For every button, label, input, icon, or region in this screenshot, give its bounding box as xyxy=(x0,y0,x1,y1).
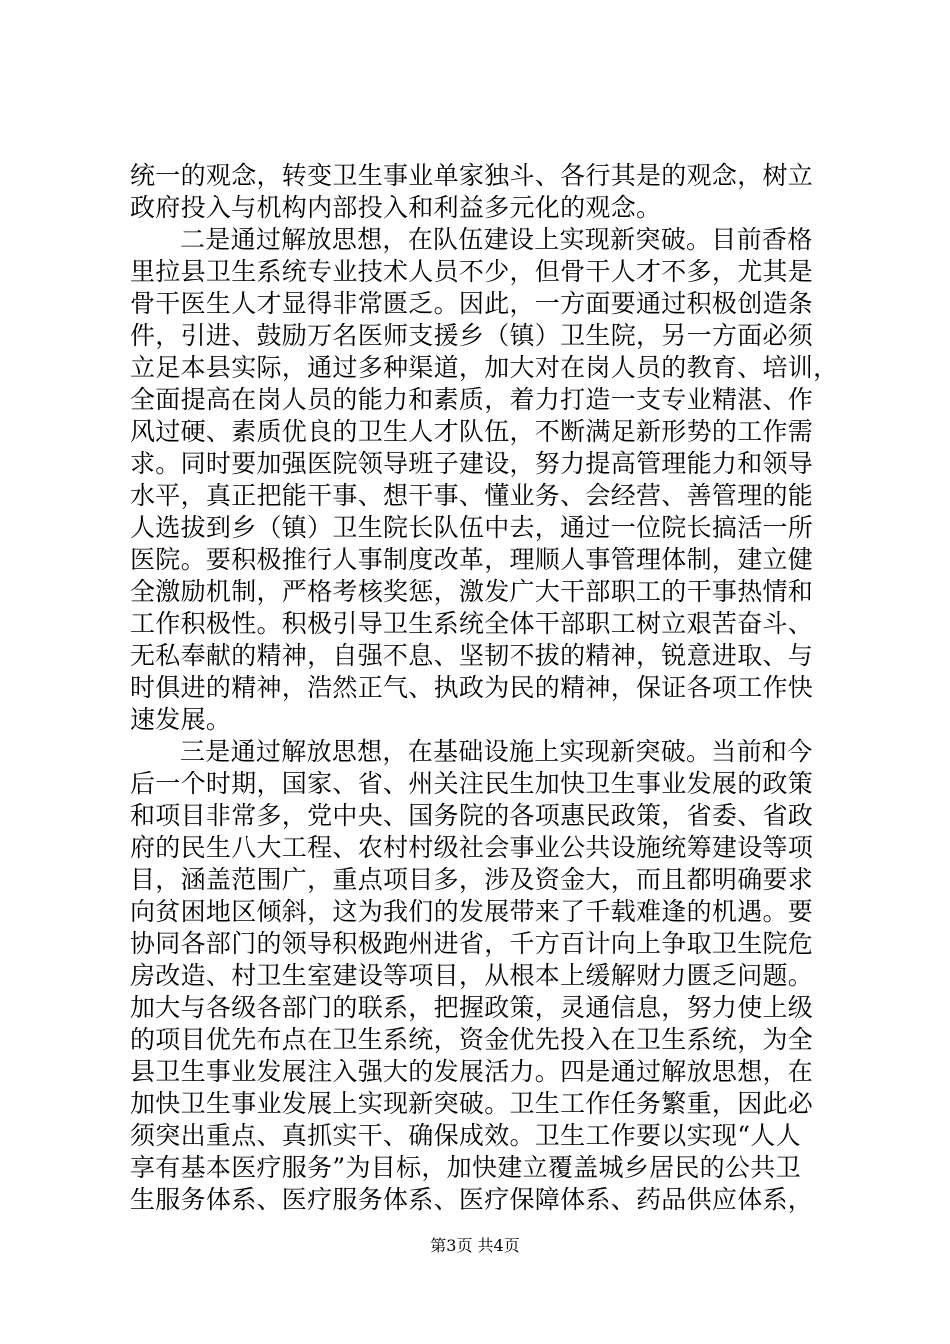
text-line-25: 协同各部门的领导积极跑州进省，千方百计向上争取卫生院危 xyxy=(130,929,814,958)
text-line-6: 件，引进、鼓励万名医师支援乡（镇）卫生院，另一方面必须 xyxy=(130,321,814,350)
text-line-18: 速发展。 xyxy=(130,705,232,734)
text-line-5: 骨干医生人才显得非常匮乏。因此，一方面要通过积极创造条 xyxy=(130,289,814,318)
text-line-7: 立足本县实际，通过多种渠道，加大对在岗人员的教育、培训， xyxy=(130,353,839,382)
text-line-23: 目，涵盖范围广，重点项目多，涉及资金大，而且都明确要求 xyxy=(130,865,814,894)
text-line-27: 加大与各级各部门的联系，把握政策，灵通信息，努力使上级 xyxy=(130,993,814,1022)
text-line-3: 二是通过解放思想，在队伍建设上实现新突破。目前香格 xyxy=(180,225,813,254)
text-line-12: 人选拔到乡（镇）卫生院长队伍中去，通过一位院长搞活一所 xyxy=(130,513,814,542)
document-body xyxy=(130,160,839,1216)
page-footer xyxy=(0,1236,950,1256)
text-line-4: 里拉县卫生系统专业技术人员不少，但骨干人才不多，尤其是 xyxy=(130,257,814,286)
text-line-2: 政府投入与机构内部投入和利益多元化的观念。 xyxy=(130,193,662,222)
text-line-16: 无私奉献的精神，自强不息、坚韧不拔的精神，锐意进取、与 xyxy=(130,641,814,670)
text-line-26: 房改造、村卫生室建设等项目，从根本上缓解财力匮乏问题。 xyxy=(130,961,814,990)
text-line-19: 三是通过解放思想，在基础设施上实现新突破。当前和今 xyxy=(180,737,813,766)
text-line-1: 统一的观念，转变卫生事业单家独斗、各行其是的观念，树立 xyxy=(130,161,814,190)
text-line-11: 水平，真正把能干事、想干事、懂业务、会经营、善管理的能 xyxy=(130,481,814,510)
page-number-label: 第3页 共4页 xyxy=(430,1236,520,1255)
text-line-24: 向贫困地区倾斜，这为我们的发展带来了千载难逢的机遇。要 xyxy=(130,897,814,926)
text-line-31: 须突出重点、真抓实干、确保成效。卫生工作要以实现“人人 xyxy=(130,1121,801,1150)
text-line-17: 时俱进的精神，浩然正气、执政为民的精神，保证各项工作快 xyxy=(130,673,814,702)
text-line-33: 生服务体系、医疗服务体系、医疗保障体系、药品供应体系， xyxy=(130,1185,814,1214)
text-line-28: 的项目优先布点在卫生系统，资金优先投入在卫生系统，为全 xyxy=(130,1025,814,1054)
text-line-20: 后一个时期，国家、省、州关注民生加快卫生事业发展的政策 xyxy=(130,769,814,798)
text-line-9: 风过硬、素质优良的卫生人才队伍，不断满足新形势的工作需 xyxy=(130,417,814,446)
text-line-32: 享有基本医疗服务”为目标，加快建立覆盖城乡居民的公共卫 xyxy=(130,1153,801,1182)
text-line-10: 求。同时要加强医院领导班子建设，努力提高管理能力和领导 xyxy=(130,449,814,478)
text-line-29: 县卫生事业发展注入强大的发展活力。四是通过解放思想，在 xyxy=(130,1057,814,1086)
text-line-15: 工作积极性。积极引导卫生系统全体干部职工树立艰苦奋斗、 xyxy=(130,609,814,638)
text-line-14: 全激励机制，严格考核奖惩，激发广大干部职工的干事热情和 xyxy=(130,577,814,606)
text-line-13: 医院。要积极推行人事制度改革，理顺人事管理体制，建立健 xyxy=(130,545,814,574)
text-line-8: 全面提高在岗人员的能力和素质，着力打造一支专业精湛、作 xyxy=(130,385,814,414)
text-line-30: 加快卫生事业发展上实现新突破。卫生工作任务繁重，因此必 xyxy=(130,1089,814,1118)
text-line-22: 府的民生八大工程、农村村级社会事业公共设施统筹建设等项 xyxy=(130,833,814,862)
text-line-21: 和项目非常多，党中央、国务院的各项惠民政策，省委、省政 xyxy=(130,801,814,830)
